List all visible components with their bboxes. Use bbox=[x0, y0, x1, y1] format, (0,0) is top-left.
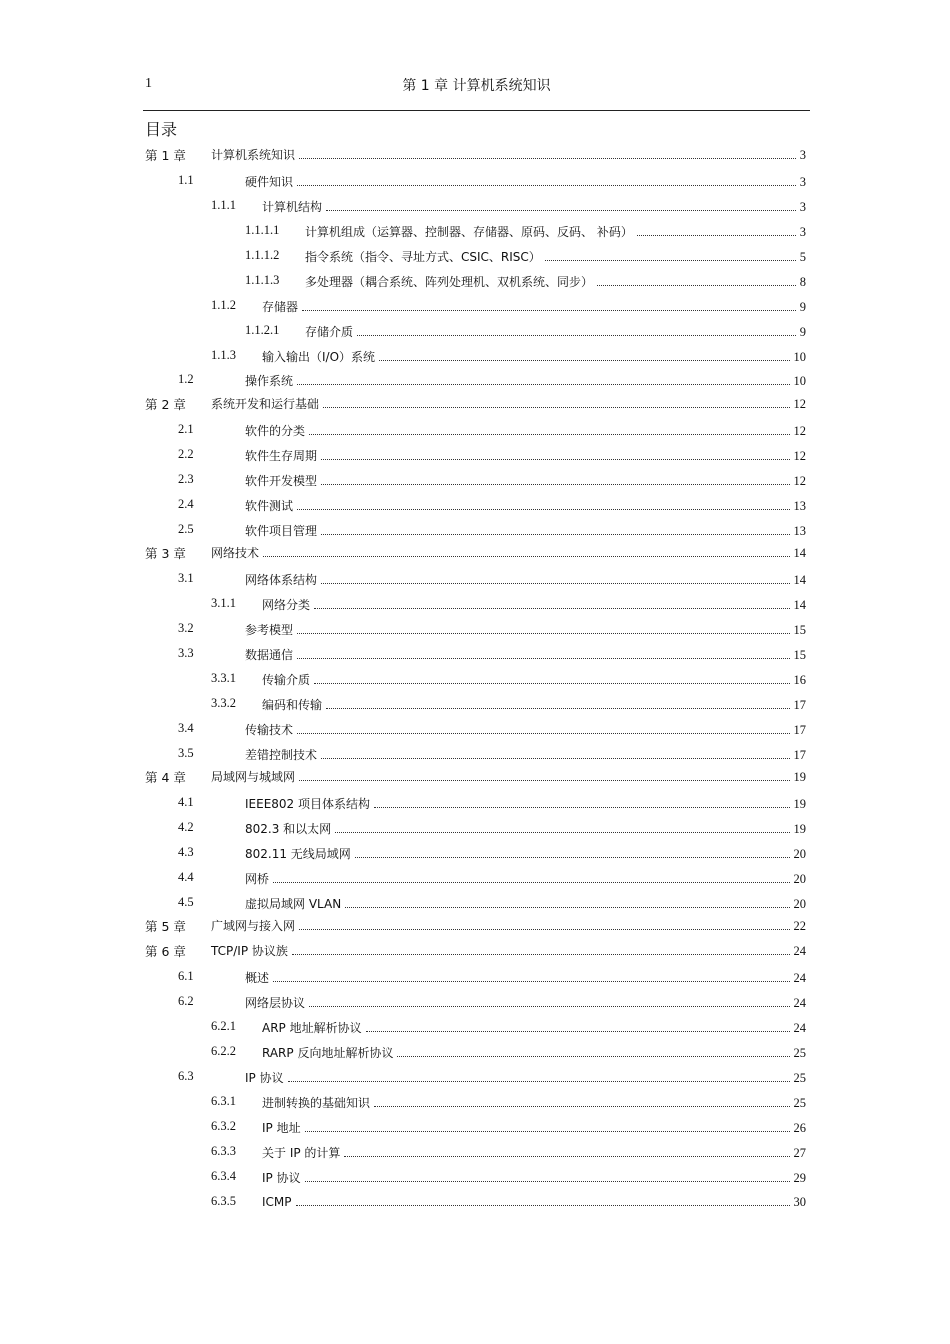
toc-entry-title: 输入输出（I/O）系统 bbox=[262, 350, 376, 364]
toc-entry-page: 8 bbox=[799, 275, 806, 289]
toc-entry-title: 操作系统 bbox=[245, 374, 294, 388]
toc-entry-number: 6.1 bbox=[178, 969, 194, 983]
toc-entry-page: 9 bbox=[799, 300, 806, 314]
toc-entry-number: 4.3 bbox=[178, 845, 194, 859]
toc-entry-number: 3.1 bbox=[178, 571, 194, 585]
toc-entry-page: 12 bbox=[793, 397, 806, 411]
toc-entry-page: 10 bbox=[793, 350, 806, 364]
toc-entry-title: 局域网与城域网 bbox=[211, 770, 296, 784]
toc-entry-title: IP 协议 bbox=[262, 1171, 301, 1185]
dot-leader bbox=[326, 697, 789, 709]
toc-entry-page: 12 bbox=[793, 449, 806, 463]
toc-entry-page: 24 bbox=[793, 996, 806, 1010]
dot-leader bbox=[273, 871, 789, 883]
toc-entry-number: 1.1.2 bbox=[211, 298, 236, 312]
dot-leader bbox=[323, 396, 789, 408]
toc-entry-number: 6.3.4 bbox=[211, 1169, 236, 1183]
toc-entry-page: 27 bbox=[793, 1146, 806, 1160]
dot-leader bbox=[335, 821, 789, 833]
toc-entry-title: 软件生存周期 bbox=[245, 449, 318, 463]
dot-leader bbox=[297, 647, 789, 659]
dot-leader bbox=[309, 423, 789, 435]
dot-leader bbox=[314, 597, 789, 609]
toc-entry-line bbox=[262, 1019, 806, 1036]
toc-entry-page: 30 bbox=[793, 1195, 806, 1209]
dot-leader bbox=[357, 324, 796, 336]
toc-entry-line bbox=[262, 198, 806, 215]
toc-entry-title: 系统开发和运行基础 bbox=[211, 397, 320, 411]
toc-entry-page: 3 bbox=[799, 175, 806, 189]
dot-leader bbox=[299, 769, 789, 781]
toc-entry-line bbox=[262, 1044, 806, 1061]
toc-entry-line bbox=[211, 942, 806, 959]
toc-entry-title: 虚拟局域网 VLAN bbox=[245, 897, 342, 911]
toc-entry-page: 14 bbox=[793, 598, 806, 612]
dot-leader bbox=[309, 995, 789, 1007]
toc-entry-title: 计算机系统知识 bbox=[211, 148, 296, 162]
toc-entry-number: 3.4 bbox=[178, 721, 194, 735]
toc-entry-title: 计算机结构 bbox=[262, 200, 323, 214]
dot-leader bbox=[299, 147, 796, 159]
dot-leader bbox=[344, 1145, 789, 1157]
toc-entry-title: 网络分类 bbox=[262, 598, 311, 612]
toc-entry-number: 第 6 章 bbox=[145, 944, 186, 959]
toc-entry-page: 24 bbox=[793, 944, 806, 958]
toc-entry-title: IP 协议 bbox=[245, 1071, 284, 1085]
toc-entry-page: 19 bbox=[793, 770, 806, 784]
toc-entry-title: 软件开发模型 bbox=[245, 474, 318, 488]
dot-leader bbox=[321, 747, 789, 759]
toc-entry-line bbox=[245, 870, 806, 887]
dot-leader bbox=[297, 722, 789, 734]
dot-leader bbox=[288, 1070, 790, 1082]
dot-leader bbox=[297, 174, 796, 186]
toc-entry-page: 17 bbox=[793, 698, 806, 712]
toc-entry-title: 网络体系结构 bbox=[245, 573, 318, 587]
toc-entry-number: 6.3.1 bbox=[211, 1094, 236, 1108]
dot-leader bbox=[355, 846, 790, 858]
toc-entry-page: 10 bbox=[793, 374, 806, 388]
toc-entry-page: 14 bbox=[793, 573, 806, 587]
toc-entry-page: 25 bbox=[793, 1046, 806, 1060]
toc-entry-title: 数据通信 bbox=[245, 648, 294, 662]
toc-entry-page: 22 bbox=[793, 919, 806, 933]
toc-entry-title: 进制转换的基础知识 bbox=[262, 1096, 371, 1110]
dot-leader bbox=[366, 1020, 790, 1032]
dot-leader bbox=[263, 545, 789, 557]
toc-entry-line bbox=[245, 895, 806, 912]
toc-entry-line bbox=[245, 173, 806, 190]
toc-entry-line bbox=[262, 696, 806, 713]
toc-entry-number: 4.4 bbox=[178, 870, 194, 884]
toc-entry-line bbox=[211, 146, 806, 163]
toc-entry-number: 1.1.1.1 bbox=[245, 223, 280, 237]
toc-entry-number: 3.5 bbox=[178, 746, 194, 760]
toc-entry-line bbox=[245, 994, 806, 1011]
running-header bbox=[143, 74, 810, 111]
dot-leader bbox=[305, 1120, 790, 1132]
toc-entry-number: 2.2 bbox=[178, 447, 194, 461]
dot-leader bbox=[299, 918, 789, 930]
dot-leader bbox=[321, 523, 789, 535]
toc-entry-number: 4.1 bbox=[178, 795, 194, 809]
toc-entry-page: 12 bbox=[793, 474, 806, 488]
dot-leader bbox=[292, 943, 790, 955]
toc-entry-line bbox=[305, 323, 806, 340]
toc-entry-line bbox=[245, 422, 806, 439]
toc-entry-page: 12 bbox=[793, 424, 806, 438]
toc-entry-title: 指令系统（指令、寻址方式、CSIC、RISC） bbox=[305, 250, 541, 264]
toc-entry-line bbox=[245, 721, 806, 738]
dot-leader bbox=[321, 448, 789, 460]
toc-entry-line bbox=[262, 1094, 806, 1111]
dot-leader bbox=[374, 1095, 789, 1107]
toc-entry-line bbox=[245, 472, 806, 489]
toc-entry-page: 9 bbox=[799, 325, 806, 339]
toc-entry-title: 软件的分类 bbox=[245, 424, 306, 438]
toc-entry-line bbox=[305, 273, 806, 290]
toc-entry-page: 20 bbox=[793, 897, 806, 911]
toc-entry-number: 第 1 章 bbox=[145, 148, 186, 163]
toc-entry-number: 3.3.1 bbox=[211, 671, 236, 685]
toc-entry-page: 3 bbox=[799, 148, 806, 162]
toc-entry-line bbox=[262, 1144, 806, 1161]
toc-entry-number: 6.2.1 bbox=[211, 1019, 236, 1033]
toc-entry-page: 17 bbox=[793, 748, 806, 762]
toc-entry-page: 24 bbox=[793, 1021, 806, 1035]
toc-entry-line bbox=[245, 447, 806, 464]
toc-entry-line bbox=[262, 1169, 806, 1186]
dot-leader bbox=[296, 1194, 790, 1206]
toc-entry-page: 25 bbox=[793, 1071, 806, 1085]
toc-entry-title: IP 地址 bbox=[262, 1121, 301, 1135]
toc-entry-number: 3.2 bbox=[178, 621, 194, 635]
toc-entry-number: 2.1 bbox=[178, 422, 194, 436]
toc-entry-number: 2.3 bbox=[178, 472, 194, 486]
toc-entry-page: 19 bbox=[793, 822, 806, 836]
toc-entry-line bbox=[262, 671, 806, 688]
dot-leader bbox=[379, 349, 789, 361]
toc-entry-number: 3.1.1 bbox=[211, 596, 236, 610]
page-number: 1 bbox=[145, 76, 152, 91]
toc-entry-title: 网络层协议 bbox=[245, 996, 306, 1010]
dot-leader bbox=[297, 373, 789, 385]
toc-entry-line bbox=[245, 969, 806, 986]
toc-heading: 目录 bbox=[145, 120, 178, 139]
toc-entry-page: 3 bbox=[799, 200, 806, 214]
toc-entry-line bbox=[245, 1069, 806, 1086]
toc-entry-title: 802.3 和以太网 bbox=[245, 822, 332, 836]
toc-entry-page: 14 bbox=[793, 546, 806, 560]
dot-leader bbox=[297, 498, 789, 510]
header-chapter-title: 第 1 章 计算机系统知识 bbox=[402, 78, 551, 94]
dot-leader bbox=[397, 1045, 789, 1057]
toc-entry-number: 6.2 bbox=[178, 994, 194, 1008]
toc-entry-page: 15 bbox=[793, 648, 806, 662]
dot-leader bbox=[374, 796, 789, 808]
toc-entry-page: 19 bbox=[793, 797, 806, 811]
toc-entry-line bbox=[245, 571, 806, 588]
toc-entry-number: 6.3.5 bbox=[211, 1194, 236, 1208]
toc-entry-number: 1.1.1.2 bbox=[245, 248, 280, 262]
toc-entry-page: 20 bbox=[793, 847, 806, 861]
toc-entry-title: TCP/IP 协议族 bbox=[211, 944, 288, 958]
toc-entry-line bbox=[211, 395, 806, 412]
toc-entry-line bbox=[245, 621, 806, 638]
toc-entry-title: 参考模型 bbox=[245, 623, 294, 637]
toc-entry-number: 第 2 章 bbox=[145, 397, 186, 412]
toc-entry-page: 3 bbox=[799, 225, 806, 239]
toc-entry-title: 网桥 bbox=[245, 872, 270, 886]
toc-entry-title: 编码和传输 bbox=[262, 698, 323, 712]
toc-entry-line bbox=[245, 522, 806, 539]
dot-leader bbox=[597, 274, 796, 286]
toc-entry-number: 4.5 bbox=[178, 895, 194, 909]
dot-leader bbox=[273, 970, 789, 982]
toc-entry-page: 13 bbox=[793, 524, 806, 538]
toc-entry-title: 存储介质 bbox=[305, 325, 354, 339]
toc-entry-title: 多处理器（耦合系统、阵列处理机、双机系统、同步） bbox=[305, 275, 594, 289]
dot-leader bbox=[314, 672, 789, 684]
toc-entry-title: 网络技术 bbox=[211, 546, 260, 560]
toc-entry-number: 1.1.3 bbox=[211, 348, 236, 362]
toc-entry-line bbox=[262, 1119, 806, 1136]
toc-entry-number: 1.1.1 bbox=[211, 198, 236, 212]
toc-entry-page: 29 bbox=[793, 1171, 806, 1185]
toc-entry-page: 20 bbox=[793, 872, 806, 886]
toc-entry-number: 2.5 bbox=[178, 522, 194, 536]
dot-leader bbox=[305, 1170, 790, 1182]
toc-entry-line bbox=[245, 746, 806, 763]
toc-entry-title: RARP 反向地址解析协议 bbox=[262, 1046, 394, 1060]
toc-entry-page: 26 bbox=[793, 1121, 806, 1135]
toc-entry-page: 16 bbox=[793, 673, 806, 687]
toc-entry-line bbox=[245, 646, 806, 663]
toc-entry-number: 1.1.1.3 bbox=[245, 273, 280, 287]
toc-entry-line bbox=[245, 372, 806, 389]
toc-entry-title: 802.11 无线局域网 bbox=[245, 847, 351, 861]
toc-entry-number: 4.2 bbox=[178, 820, 194, 834]
toc-entry-line bbox=[262, 298, 806, 315]
dot-leader bbox=[545, 249, 796, 261]
toc-entry-line bbox=[262, 348, 806, 365]
toc-entry-number: 1.1.2.1 bbox=[245, 323, 280, 337]
toc-entry-number: 3.3.2 bbox=[211, 696, 236, 710]
toc-entry-page: 17 bbox=[793, 723, 806, 737]
toc-entry-line bbox=[262, 596, 806, 613]
toc-entry-number: 6.3.2 bbox=[211, 1119, 236, 1133]
toc-entry-number: 第 4 章 bbox=[145, 770, 186, 785]
toc-entry-line bbox=[245, 795, 806, 812]
toc-entry-line bbox=[305, 248, 806, 265]
toc-entry-title: 广域网与接入网 bbox=[211, 919, 296, 933]
toc-entry-title: 计算机组成（运算器、控制器、存储器、原码、反码、 补码） bbox=[305, 225, 633, 239]
toc-entry-title: 传输介质 bbox=[262, 673, 311, 687]
dot-leader bbox=[637, 224, 796, 236]
toc-entry-line bbox=[262, 1194, 806, 1210]
toc-entry-page: 5 bbox=[799, 250, 806, 264]
dot-leader bbox=[321, 473, 789, 485]
toc-entry-title: 存储器 bbox=[262, 300, 299, 314]
toc-entry-number: 第 3 章 bbox=[145, 546, 186, 561]
toc-entry-page: 15 bbox=[793, 623, 806, 637]
toc-entry-title: 软件测试 bbox=[245, 499, 294, 513]
toc-entry-line bbox=[211, 544, 806, 561]
dot-leader bbox=[297, 622, 789, 634]
toc-entry-title: 差错控制技术 bbox=[245, 748, 318, 762]
dot-leader bbox=[345, 896, 789, 908]
toc-entry-page: 25 bbox=[793, 1096, 806, 1110]
toc-entry-number: 1.1 bbox=[178, 173, 194, 187]
toc-entry-page: 13 bbox=[793, 499, 806, 513]
toc-entry-number: 6.3.3 bbox=[211, 1144, 236, 1158]
toc-entry-title: 关于 IP 的计算 bbox=[262, 1146, 341, 1160]
toc-entry-title: IEEE802 项目体系结构 bbox=[245, 797, 371, 811]
toc-entry-number: 6.3 bbox=[178, 1069, 194, 1083]
toc-entry-number: 6.2.2 bbox=[211, 1044, 236, 1058]
toc-entry-page: 24 bbox=[793, 971, 806, 985]
toc-entry-number: 第 5 章 bbox=[145, 919, 186, 934]
toc-entry-number: 3.3 bbox=[178, 646, 194, 660]
toc-entry-title: 传输技术 bbox=[245, 723, 294, 737]
toc-entry-line bbox=[305, 223, 806, 240]
toc-entry-title: 概述 bbox=[245, 971, 270, 985]
toc-entry-line bbox=[211, 917, 806, 934]
dot-leader bbox=[326, 199, 796, 211]
toc-entry-line bbox=[211, 768, 806, 785]
toc-entry-line bbox=[245, 497, 806, 514]
toc-entry-line bbox=[245, 845, 806, 862]
toc-entry-title: 软件项目管理 bbox=[245, 524, 318, 538]
dot-leader bbox=[321, 572, 789, 584]
toc-entry-line bbox=[245, 820, 806, 837]
dot-leader bbox=[302, 299, 796, 311]
toc-entry-title: ARP 地址解析协议 bbox=[262, 1021, 362, 1035]
toc-entry-number: 2.4 bbox=[178, 497, 194, 511]
toc-entry-title: ICMP bbox=[262, 1195, 292, 1209]
toc-entry-title: 硬件知识 bbox=[245, 175, 294, 189]
toc-entry-number: 1.2 bbox=[178, 372, 194, 386]
